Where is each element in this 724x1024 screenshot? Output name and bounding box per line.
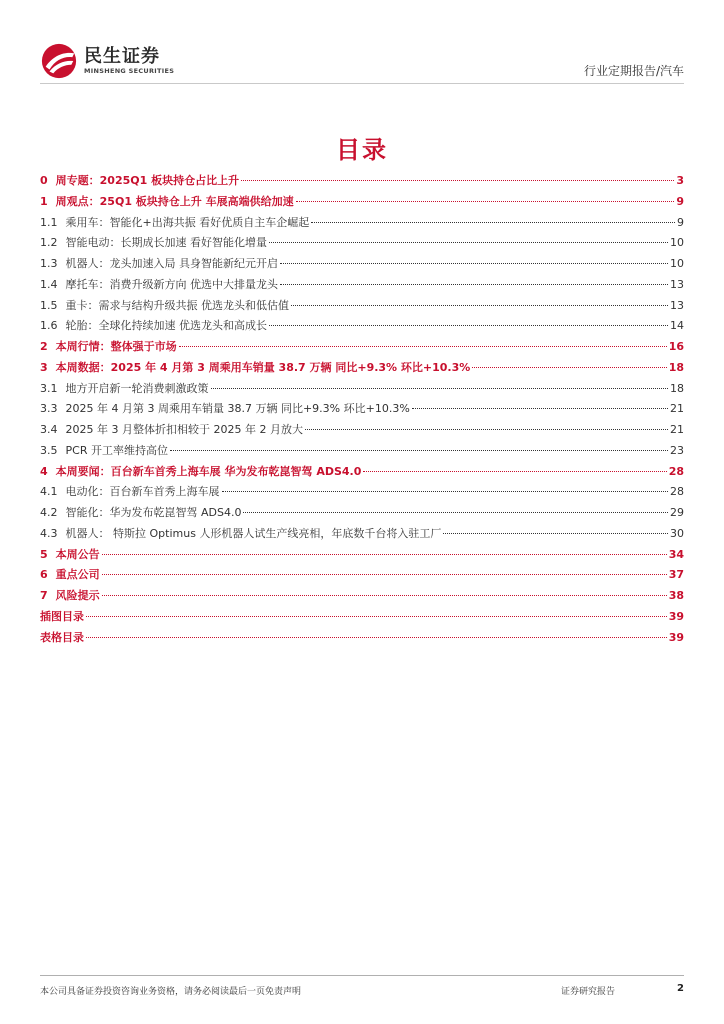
toc-entry-title: 2025 年 4 月第 3 周乘用车销量 38.7 万辆 同比+9.3% 环比+10.3% [65, 402, 410, 416]
toc-entry-page: 14 [670, 319, 684, 333]
toc-entry-number: 1.3 [40, 257, 58, 270]
toc-entry[interactable] [40, 317, 684, 338]
toc-leader-dots [472, 367, 666, 368]
toc-entry-number: 4.1 [40, 485, 58, 499]
table-of-contents [40, 172, 684, 649]
toc-leader-dots [222, 491, 669, 492]
toc-leader-dots [179, 346, 667, 347]
toc-leader-dots [363, 471, 666, 472]
toc-entry-page: 23 [670, 443, 684, 457]
toc-entry-page: 10 [670, 257, 684, 270]
toc-entry-number: 1 [40, 194, 48, 208]
report-type: 行业定期报告/汽车 [583, 64, 684, 78]
toc-entry-number: 3.3 [40, 402, 58, 416]
toc-entry[interactable] [40, 193, 684, 214]
toc-entry-title: 周观点：25Q1 板块持仓上升 车展高端供给加速 [55, 194, 294, 208]
toc-entry[interactable] [40, 400, 684, 421]
toc-leader-dots [86, 637, 667, 638]
toc-entry-number: 3.1 [40, 381, 58, 395]
toc-entry[interactable] [40, 380, 684, 401]
footer-label: 证券研究报告 [561, 987, 616, 997]
toc-entry-number: 6 [40, 568, 48, 582]
toc-entry-page: 37 [668, 568, 684, 582]
toc-entry-number: 2 [40, 340, 48, 353]
toc-leader-dots [211, 388, 669, 389]
toc-entry-title: 乘用车：智能化+出海共振 看好优质自主车企崛起 [65, 215, 310, 229]
toc-entry-title: 机器人： 特斯拉 Optimus 人形机器人试生产线亮相，年底数千台将入驻工厂 [65, 526, 442, 540]
toc-entry-title: PCR 开工率维持高位 [65, 443, 168, 457]
toc-entry-page: 9 [677, 215, 684, 229]
toc-leader-dots [296, 201, 675, 202]
toc-entry-number: 1.4 [40, 277, 58, 291]
toc-entry-page: 21 [670, 423, 684, 436]
toc-leader-dots [269, 325, 668, 326]
toc-entry-title: 重卡：需求与结构升级共振 优选龙头和低估值 [65, 298, 289, 312]
toc-entry-title: 智能电动：长期成长加速 看好智能化增量 [65, 236, 267, 250]
toc-entry-number: 5 [40, 547, 48, 561]
toc-entry-number: 3.5 [40, 443, 58, 457]
toc-entry-page: 13 [670, 277, 684, 291]
toc-entry-title: 周专题：2025Q1 板块持仓占比上升 [55, 174, 240, 187]
toc-leader-dots [241, 180, 674, 181]
toc-entry[interactable] [40, 546, 684, 567]
toc-entry[interactable] [40, 172, 684, 193]
header-divider [40, 83, 684, 84]
toc-entry-title: 地方开启新一轮消费刺激政策 [65, 381, 209, 395]
toc-entry-number: 0 [40, 174, 48, 187]
toc-entry[interactable] [40, 608, 684, 629]
toc-leader-dots [291, 305, 668, 306]
toc-entry-title: 2025 年 3 月整体折扣相较于 2025 年 2 月放大 [65, 423, 303, 436]
toc-entry-number: 3.4 [40, 423, 58, 436]
toc-entry-page: 18 [668, 360, 684, 374]
toc-entry[interactable] [40, 338, 684, 359]
toc-leader-dots [412, 408, 668, 409]
toc-entry-page: 39 [668, 609, 684, 623]
toc-entry[interactable] [40, 276, 684, 297]
page-header [40, 36, 684, 80]
toc-leader-dots [243, 512, 668, 513]
toc-entry-title: 本周公告 [55, 547, 100, 561]
toc-entry-number: 3 [40, 360, 48, 374]
toc-leader-dots [170, 450, 668, 451]
toc-title: 目录 [336, 136, 388, 164]
toc-entry[interactable] [40, 525, 684, 546]
toc-entry-page: 13 [670, 298, 684, 312]
toc-leader-dots [280, 263, 668, 264]
footer-disclaimer: 本公司具备证券投资咨询业务资格，请务必阅读最后一页免责声明 [40, 987, 302, 997]
toc-entry[interactable] [40, 483, 684, 504]
toc-entry-title: 表格目录 [40, 630, 84, 644]
page-number: 2 [677, 983, 684, 994]
toc-leader-dots [102, 595, 667, 596]
footer-divider [40, 975, 684, 976]
logo-chinese-name: 民生证券 [84, 45, 160, 67]
toc-entry-number: 1.6 [40, 319, 58, 333]
toc-entry-page: 28 [668, 464, 684, 478]
toc-entry-page: 3 [676, 174, 684, 187]
minsheng-logo-icon [40, 42, 78, 80]
toc-entry-page: 29 [670, 506, 684, 519]
toc-entry-title: 机器人：龙头加速入局 具身智能新纪元开启 [65, 257, 278, 270]
toc-leader-dots [269, 242, 668, 243]
toc-entry[interactable] [40, 214, 684, 235]
toc-leader-dots [311, 222, 675, 223]
toc-leader-dots [280, 284, 668, 285]
toc-entry-page: 30 [670, 526, 684, 540]
toc-entry-number: 4.2 [40, 506, 58, 519]
toc-entry[interactable] [40, 566, 684, 587]
toc-entry-title: 轮胎：全球化持续加速 优选龙头和高成长 [65, 319, 267, 333]
toc-entry-page: 16 [668, 340, 684, 353]
toc-entry-number: 1.2 [40, 236, 58, 250]
toc-entry-page: 28 [670, 485, 684, 499]
toc-entry-title: 插图目录 [40, 609, 84, 623]
toc-entry-number: 4.3 [40, 526, 58, 540]
toc-entry[interactable] [40, 463, 684, 484]
toc-entry-page: 39 [668, 630, 684, 644]
toc-entry-page: 34 [668, 547, 684, 561]
toc-entry-title: 本周要闻：百台新车首秀上海车展 华为发布乾崑智驾 ADS4.0 [55, 464, 362, 478]
toc-entry-title: 风险提示 [55, 589, 100, 602]
toc-entry[interactable] [40, 421, 684, 442]
toc-leader-dots [86, 616, 667, 617]
toc-entry[interactable] [40, 255, 684, 276]
toc-entry-title: 智能化：华为发布乾崑智驾 ADS4.0 [65, 506, 242, 519]
toc-entry[interactable] [40, 234, 684, 255]
company-logo [40, 42, 174, 80]
toc-entry-page: 21 [670, 402, 684, 416]
toc-entry[interactable] [40, 442, 684, 463]
toc-leader-dots [305, 429, 668, 430]
toc-leader-dots [443, 533, 668, 534]
toc-entry-page: 18 [670, 381, 684, 395]
toc-entry-page: 10 [670, 236, 684, 250]
toc-entry-title: 电动化：百台新车首秀上海车展 [65, 485, 220, 499]
toc-entry[interactable] [40, 297, 684, 318]
toc-entry-title: 本周行情：整体强于市场 [55, 340, 177, 353]
toc-leader-dots [102, 574, 667, 575]
toc-entry[interactable] [40, 587, 684, 608]
toc-entry-title: 摩托车：消费升级新方向 优选中大排量龙头 [65, 277, 278, 291]
toc-entry-number: 7 [40, 589, 48, 602]
toc-entry[interactable] [40, 359, 684, 380]
logo-english-name: MINSHENG SECURITIES [84, 66, 175, 75]
toc-leader-dots [102, 554, 667, 555]
toc-entry-page: 9 [676, 194, 684, 208]
toc-entry[interactable] [40, 629, 684, 650]
toc-entry-number: 1.1 [40, 215, 58, 229]
toc-entry-page: 38 [668, 589, 684, 602]
toc-entry-title: 本周数据：2025 年 4 月第 3 周乘用车销量 38.7 万辆 同比+9.3% 环比+10.3% [55, 360, 471, 374]
toc-entry[interactable] [40, 504, 684, 525]
toc-entry-number: 1.5 [40, 298, 58, 312]
toc-entry-number: 4 [40, 464, 48, 478]
toc-entry-title: 重点公司 [55, 568, 100, 582]
